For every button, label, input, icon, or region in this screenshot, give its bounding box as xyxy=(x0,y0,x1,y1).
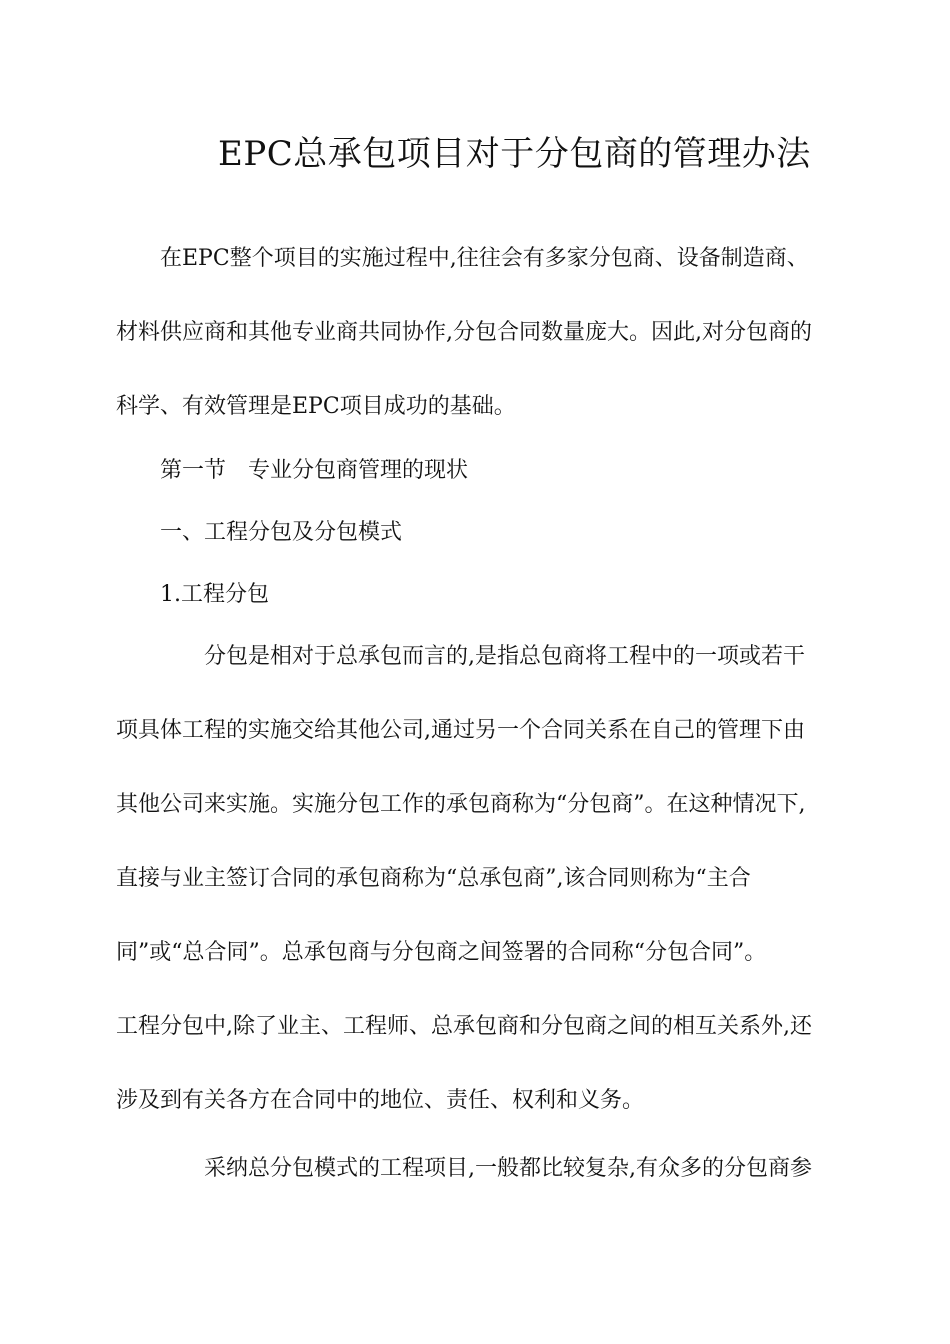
paragraph-line-2: 材料供应商和其他专业商共同协作,分包合同数量庞大。因此,对分包商的 xyxy=(116,320,812,345)
document-title: EPC总承包项目对于分包商的管理办法 xyxy=(218,134,811,174)
section-heading: 第一节 专业分包商管理的现状 xyxy=(160,458,469,483)
paragraph-line-7: 直接与业主签订合同的承包商称为“总承包商”,该合同则称为“主合 xyxy=(116,866,751,891)
paragraph-line-6: 其他公司来实施。实施分包工作的承包商称为“分包商”。在这种情况下, xyxy=(116,792,806,817)
paragraph-line-4: 分包是相对于总承包而言的,是指总包商将工程中的一项或若干 xyxy=(204,644,805,669)
paragraph-line-9: 工程分包中,除了业主、工程师、总承包商和分包商之间的相互关系外,还 xyxy=(116,1014,812,1039)
paragraph-line-1: 在EPC整个项目的实施过程中,往往会有多家分包商、设备制造商、 xyxy=(160,246,809,271)
item-heading: 1.工程分包 xyxy=(160,582,269,607)
paragraph-line-8: 同”或“总合同”。总承包商与分包商之间签署的合同称“分包合同”。 xyxy=(116,940,767,965)
paragraph-line-3: 科学、有效管理是EPC项目成功的基础。 xyxy=(116,394,516,419)
paragraph-line-10: 涉及到有关各方在合同中的地位、责任、权利和义务。 xyxy=(116,1088,645,1113)
paragraph-line-5: 项具体工程的实施交给其他公司,通过另一个合同关系在自己的管理下由 xyxy=(116,718,805,743)
paragraph-line-11: 采纳总分包模式的工程项目,一般都比较复杂,有众多的分包商参 xyxy=(204,1156,812,1181)
subsection-heading: 一、工程分包及分包模式 xyxy=(160,520,403,545)
